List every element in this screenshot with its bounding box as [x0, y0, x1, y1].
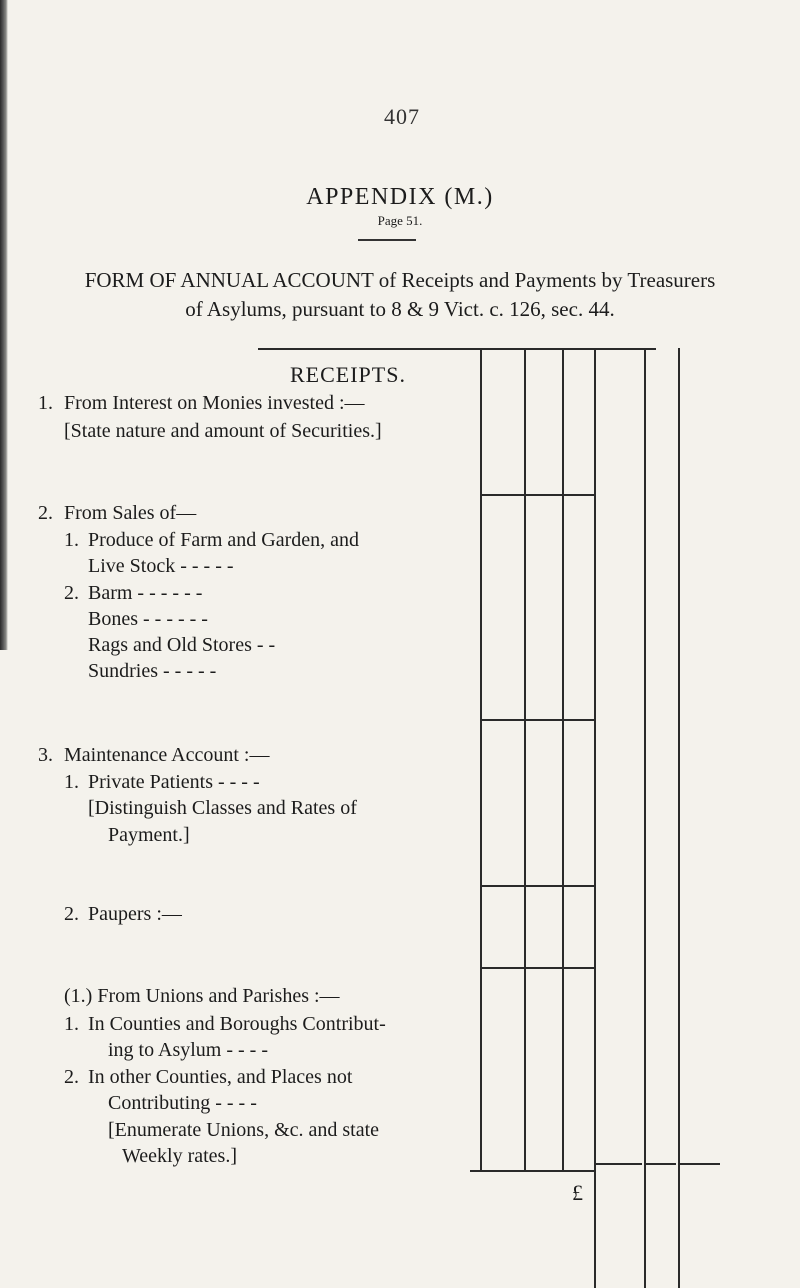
section-3-private-patients: Private Patients - - - - — [88, 771, 260, 793]
section-3-counties-line-1: In Counties and Boroughs Contribut- — [88, 1013, 386, 1035]
section-3-item-2-number: 2. — [64, 903, 79, 925]
totals-rule-left — [470, 1170, 596, 1172]
section-3-other-counties-line-1: In other Counties, and Places not — [88, 1066, 353, 1088]
section-2-item-rags: Rags and Old Stores - - — [88, 634, 276, 656]
totals-rule-mid — [596, 1163, 642, 1165]
column-rule-3 — [562, 348, 564, 1170]
column-rule-6 — [678, 348, 680, 1288]
section-2-item-1-number: 1. — [64, 529, 79, 551]
section-2-item-bones: Bones - - - - - - — [88, 608, 208, 630]
section-3-enumerate-note-line-2: Weekly rates.] — [122, 1145, 237, 1167]
section-3-paupers: Paupers :— — [88, 903, 182, 925]
column-rule-4 — [594, 348, 596, 1288]
section-1-note: [State nature and amount of Securities.] — [64, 420, 382, 442]
row-rule-paupers — [482, 967, 594, 969]
receipts-heading: RECEIPTS. — [290, 362, 406, 387]
section-2-number: 2. — [38, 502, 53, 524]
page-reference: Page 51. — [377, 213, 423, 228]
row-rule-section-2 — [482, 719, 594, 721]
appendix-title: APPENDIX (M.) — [306, 184, 494, 210]
row-rule-private-patients — [482, 885, 594, 887]
section-3-counties-line-2: ing to Asylum - - - - — [108, 1039, 268, 1061]
totals-rule-far-right — [680, 1163, 720, 1165]
page-binding-edge — [0, 0, 8, 650]
section-3-other-counties-line-2: Contributing - - - - — [108, 1092, 257, 1114]
section-3-number: 3. — [38, 744, 53, 766]
section-2-title: From Sales of— — [64, 502, 197, 524]
section-3-private-note-line-1: [Distinguish Classes and Rates of — [88, 797, 357, 819]
column-rule-2 — [524, 348, 526, 1170]
column-rule-1 — [480, 348, 482, 1170]
section-3-counties-number: 1. — [64, 1013, 79, 1035]
table-top-rule — [258, 348, 656, 350]
section-2-item-2-number: 2. — [64, 582, 79, 604]
section-2-item-1-line-1: Produce of Farm and Garden, and — [88, 529, 360, 551]
totals-rule-right — [646, 1163, 676, 1165]
section-3-unions-subtitle: (1.) From Unions and Parishes :— — [64, 985, 340, 1007]
section-3-enumerate-note-line-1: [Enumerate Unions, &c. and state — [108, 1119, 380, 1141]
section-1-title: From Interest on Monies invested :— — [64, 392, 365, 414]
section-1-number: 1. — [38, 392, 53, 414]
section-3-title: Maintenance Account :— — [64, 744, 270, 766]
section-3-private-note-line-2: Payment.] — [108, 824, 190, 846]
page-number: 407 — [384, 104, 420, 129]
pound-sign-label: £ — [572, 1180, 583, 1205]
title-divider — [358, 239, 416, 241]
row-rule-section-1 — [482, 494, 594, 496]
column-rule-5 — [644, 348, 646, 1288]
section-2-item-1-line-2: Live Stock - - - - - — [88, 555, 234, 577]
section-3-other-counties-number: 2. — [64, 1066, 79, 1088]
form-title-line-1: FORM OF ANNUAL ACCOUNT of Receipts and Payments by Treasurers — [84, 268, 716, 292]
section-2-item-sundries: Sundries - - - - - — [88, 660, 217, 682]
section-2-item-barm: Barm - - - - - - — [88, 582, 203, 604]
form-title-line-2: of Asylums, pursuant to 8 & 9 Vict. c. 126, sec. 44. — [185, 297, 615, 321]
section-3-item-1-number: 1. — [64, 771, 79, 793]
